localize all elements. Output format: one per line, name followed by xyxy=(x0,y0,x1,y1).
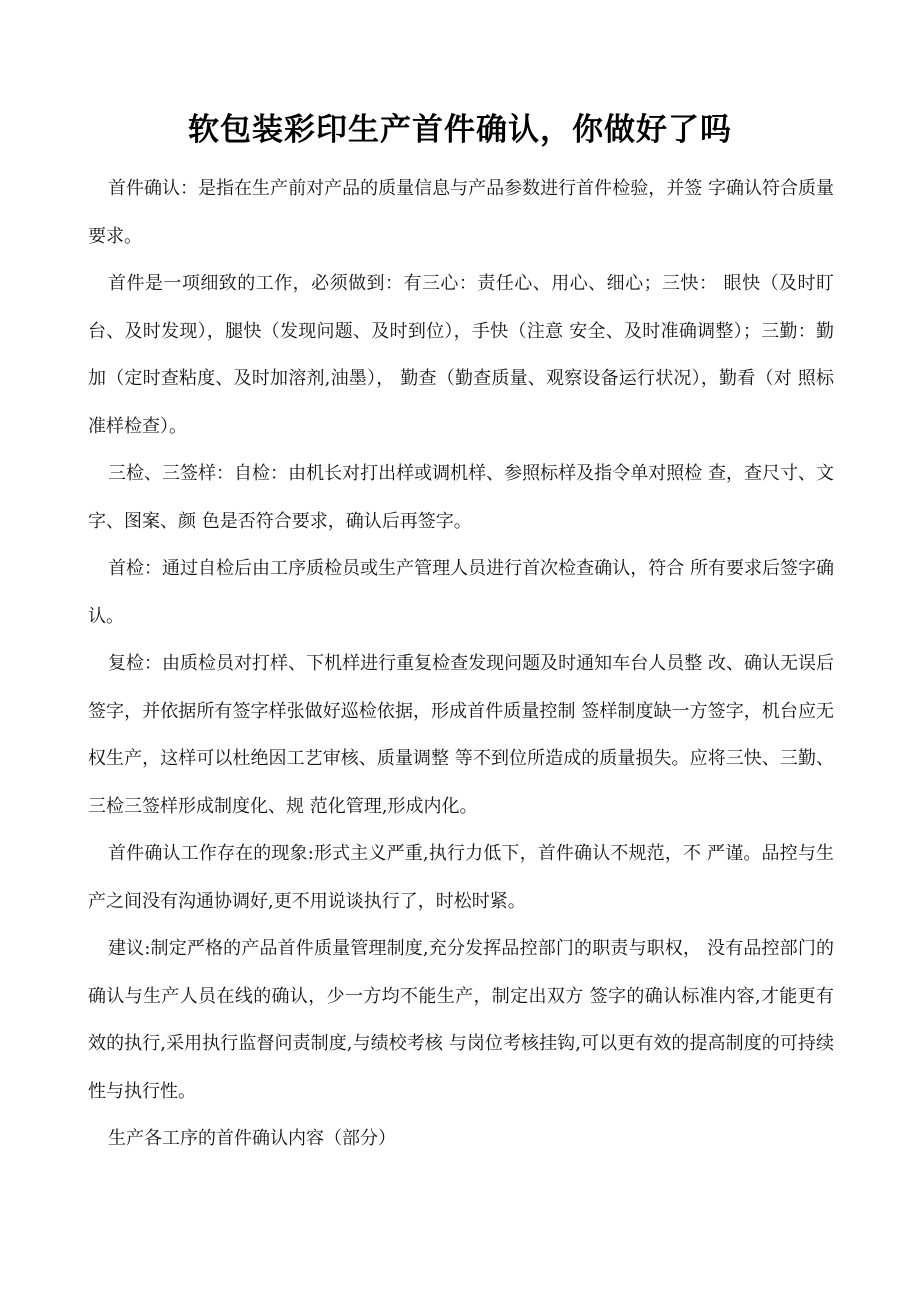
paragraph-section-heading: 生产各工序的首件确认内容（部分） xyxy=(108,1128,396,1149)
paragraph-requirements: 首件是一项细致的工作，必须做到：有三心：责任心、用心、细心；三快： 眼快（及时盯台、及时发现），腿快（发现问题、及时到位），手快（注意 安全、及时准确调整）；三勤：勤加（定时查粘度、及时加溶剂,油墨）， 勤查（勤查质量、观察设备运行状况），勤看（对 照标准样检查）。 xyxy=(88,273,834,437)
paragraph-problems: 首件确认工作存在的现象:形式主义严重,执行力低下，首件确认不规范，不 严谨。品控与生产之间没有沟通协调好,更不用说谈执行了，时松时紧。 xyxy=(88,843,834,912)
document-title: 软包装彩印生产首件确认，你做好了吗 xyxy=(188,112,732,148)
paragraph-suggestions: 建议:制定严格的产品首件质量管理制度,充分发挥品控部门的职责与职权， 没有品控部门的确认与生产人员在线的确认，少一方均不能生产，制定出双方 签字的确认标准内容,才能更有效的执行,采用执行监督问责制度,与绩校考核 与岗位考核挂钩,可以更有效的提高制度的可持续性与执行性。 xyxy=(88,938,834,1102)
paragraph-definition: 首件确认：是指在生产前对产品的质量信息与产品参数进行首件检验，并签 字确认符合质量要求。 xyxy=(88,178,834,247)
document-body xyxy=(88,165,834,1163)
paragraph-first-check: 首检：通过自检后由工序质检员或生产管理人员进行首次检查确认，符合 所有要求后签字确认。 xyxy=(88,558,834,627)
paragraph-re-check: 复检：由质检员对打样、下机样进行重复检查发现问题及时通知车台人员整 改、确认无误后签字，并依据所有签字样张做好巡检依据，形成首件质量控制 签样制度缺一方签字，机台应无权生产，这样可以杜绝因工艺审核、质量调整 等不到位所造成的质量损失。应将三快、三勤、三检三签样形成制度化、规 范化管理,形成内化。 xyxy=(88,653,834,817)
paragraph-self-check: 三检、三签样：自检：由机长对打出样或调机样、参照标样及指令单对照检 查，查尺寸、文字、图案、颜 色是否符合要求，确认后再签字。 xyxy=(88,463,834,532)
